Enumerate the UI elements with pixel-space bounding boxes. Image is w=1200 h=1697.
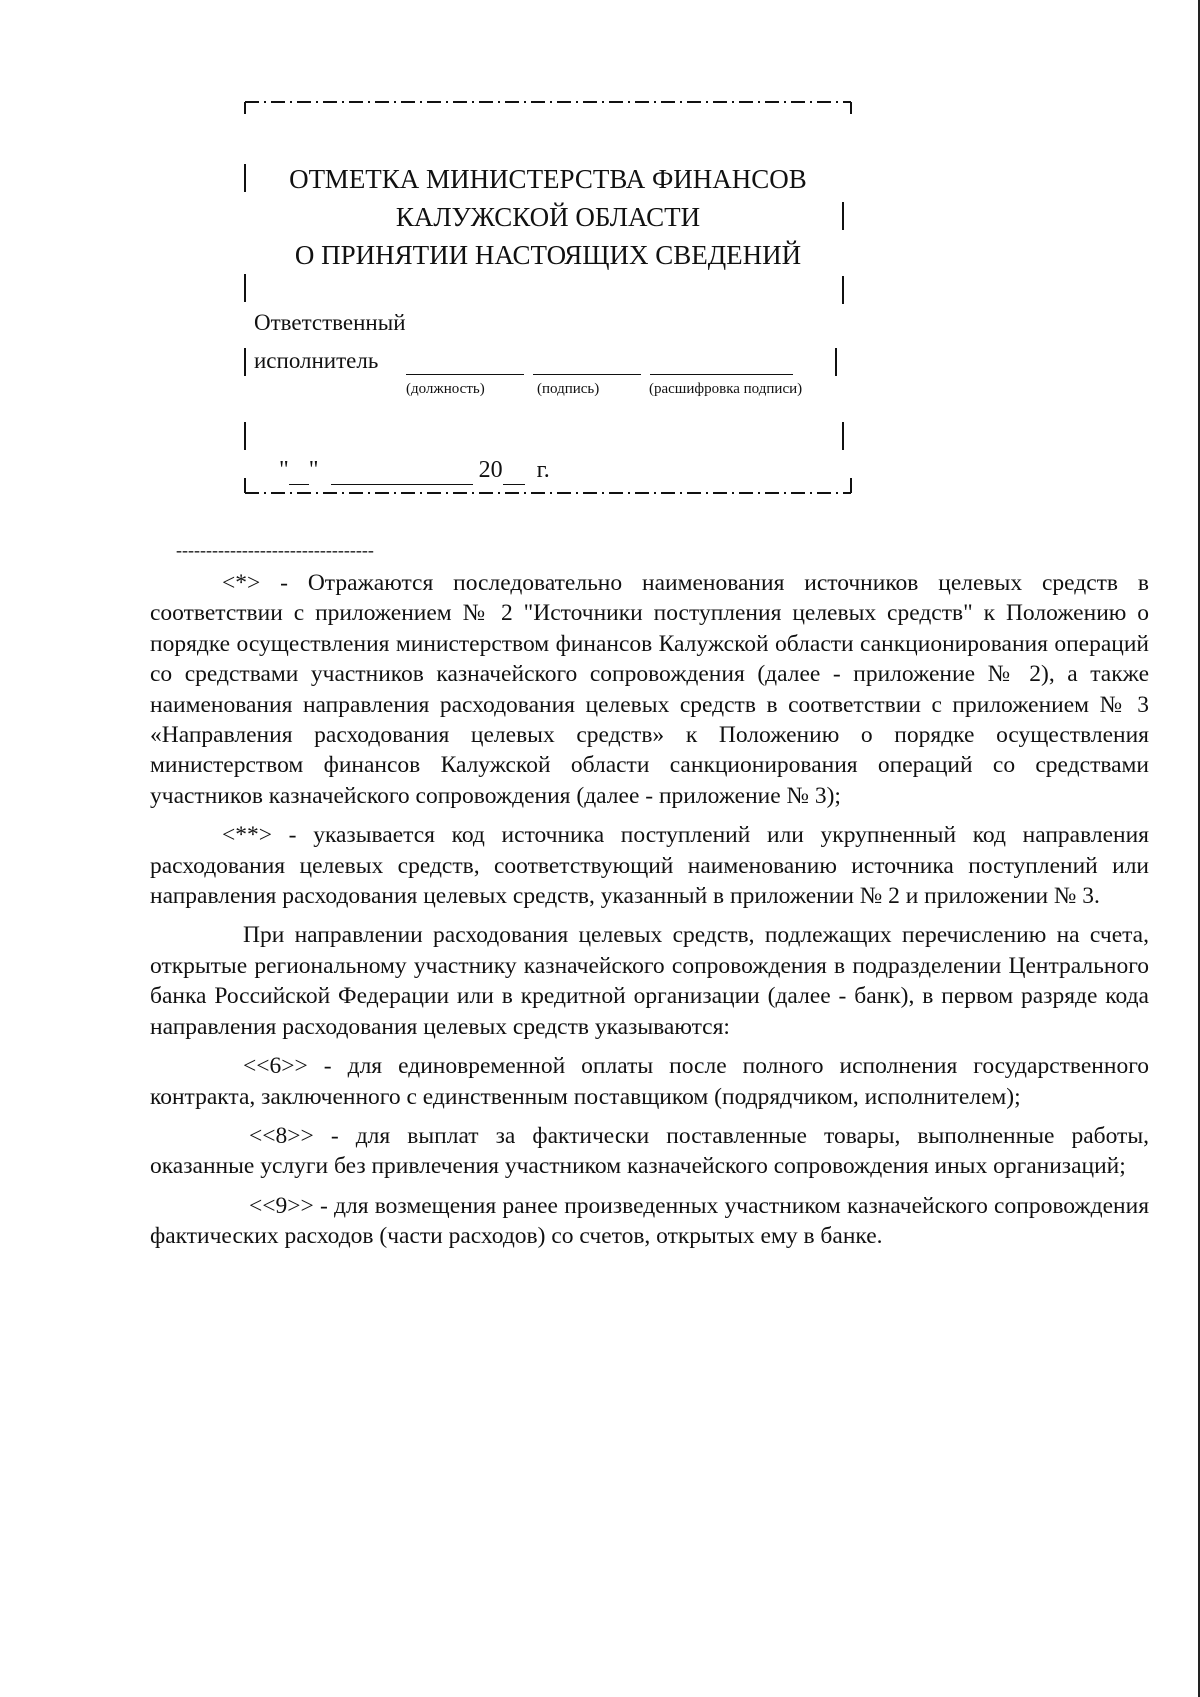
bank-accounts-paragraph: При направлении расходования целевых средств, подлежащих перечислению на счета, открытые региональному участнику казначейского сопровождения в подразделении Центрального банка Российской Федерации или в кредитной организации (далее - банк), в первом разряде кода направления расходования целевых средств указываются: <box>150 922 1149 1040</box>
year-blank <box>503 457 525 485</box>
day-blank <box>289 457 309 485</box>
month-blank <box>331 457 473 485</box>
signature-field-line <box>533 374 641 375</box>
signature-decoding-caption: (расшифровка подписи) <box>649 381 803 397</box>
position-field-line <box>406 374 524 375</box>
stamp-title-line-2: КАЛУЖСКОЙ ОБЛАСТИ <box>395 202 701 232</box>
position-caption: (должность) <box>406 381 485 397</box>
responsible-label-line-2: исполнитель <box>254 348 379 373</box>
year-suffix: г. <box>536 457 550 483</box>
signature-caption: (подпись) <box>537 381 600 397</box>
stamp-title <box>243 160 853 274</box>
footnote-separator: --------------------------------- <box>176 540 374 560</box>
code-9-paragraph: <<9>> - для возмещения ранее произведенных участником казначейского сопровождения фактических расходов (части расходов) со счетов, открытых ему в банке. <box>150 1192 1149 1250</box>
signature-decoding-field-line <box>650 374 793 375</box>
responsible-label-line-1: Ответственный <box>254 310 406 335</box>
stamp-title-line-3: О ПРИНЯТИИ НАСТОЯЩИХ СВЕДЕНИЙ <box>294 240 802 270</box>
stamp-title-line-1: ОТМЕТКА МИНИСТЕРСТВА ФИНАНСОВ <box>289 164 807 194</box>
year-prefix: 20 <box>478 457 503 483</box>
date-field <box>279 457 550 485</box>
footnotes-body <box>150 568 1149 1261</box>
code-8-paragraph: <<8>> - для выплат за фактически поставленные товары, выполненные работы, оказанные услуги без привлечения участником казначейского сопровождения иных организаций; <box>150 1122 1149 1180</box>
note-code-paragraph: <**> - указывается код источника поступлений или укрупненный код направления расходования целевых средств, соответствующий наименованию источника поступлений или направления расходования целевых средств, указанный в приложении № 2 и приложении № 3. <box>150 822 1149 910</box>
date-quote-open: " <box>279 457 289 483</box>
date-quote-close: " <box>308 457 319 483</box>
note-sources-paragraph: <*> - Отражаются последовательно наименования источников целевых средств в соответствии с приложением № 2 "Источники поступления целевых средств" к Положению о порядке осуществления министерством финансов Калужской области санкционирования операций со средствами участников казначейского сопровождения (далее - приложение № 2), а также наименования направления расходования целевых средств в соответствии с приложением № 3 «Направления расходования целевых средств» к Положению о порядке осуществления министерством финансов Калужской области санкционирования операций со средствами участников казначейского сопровождения (далее - приложение № 3); <box>150 570 1149 809</box>
ministry-acceptance-stamp <box>243 100 853 520</box>
code-6-paragraph: <<6>> - для единовременной оплаты после полного исполнения государственного контракта, заключенного с единственным поставщиком (подрядчиком, исполнителем); <box>150 1053 1149 1110</box>
